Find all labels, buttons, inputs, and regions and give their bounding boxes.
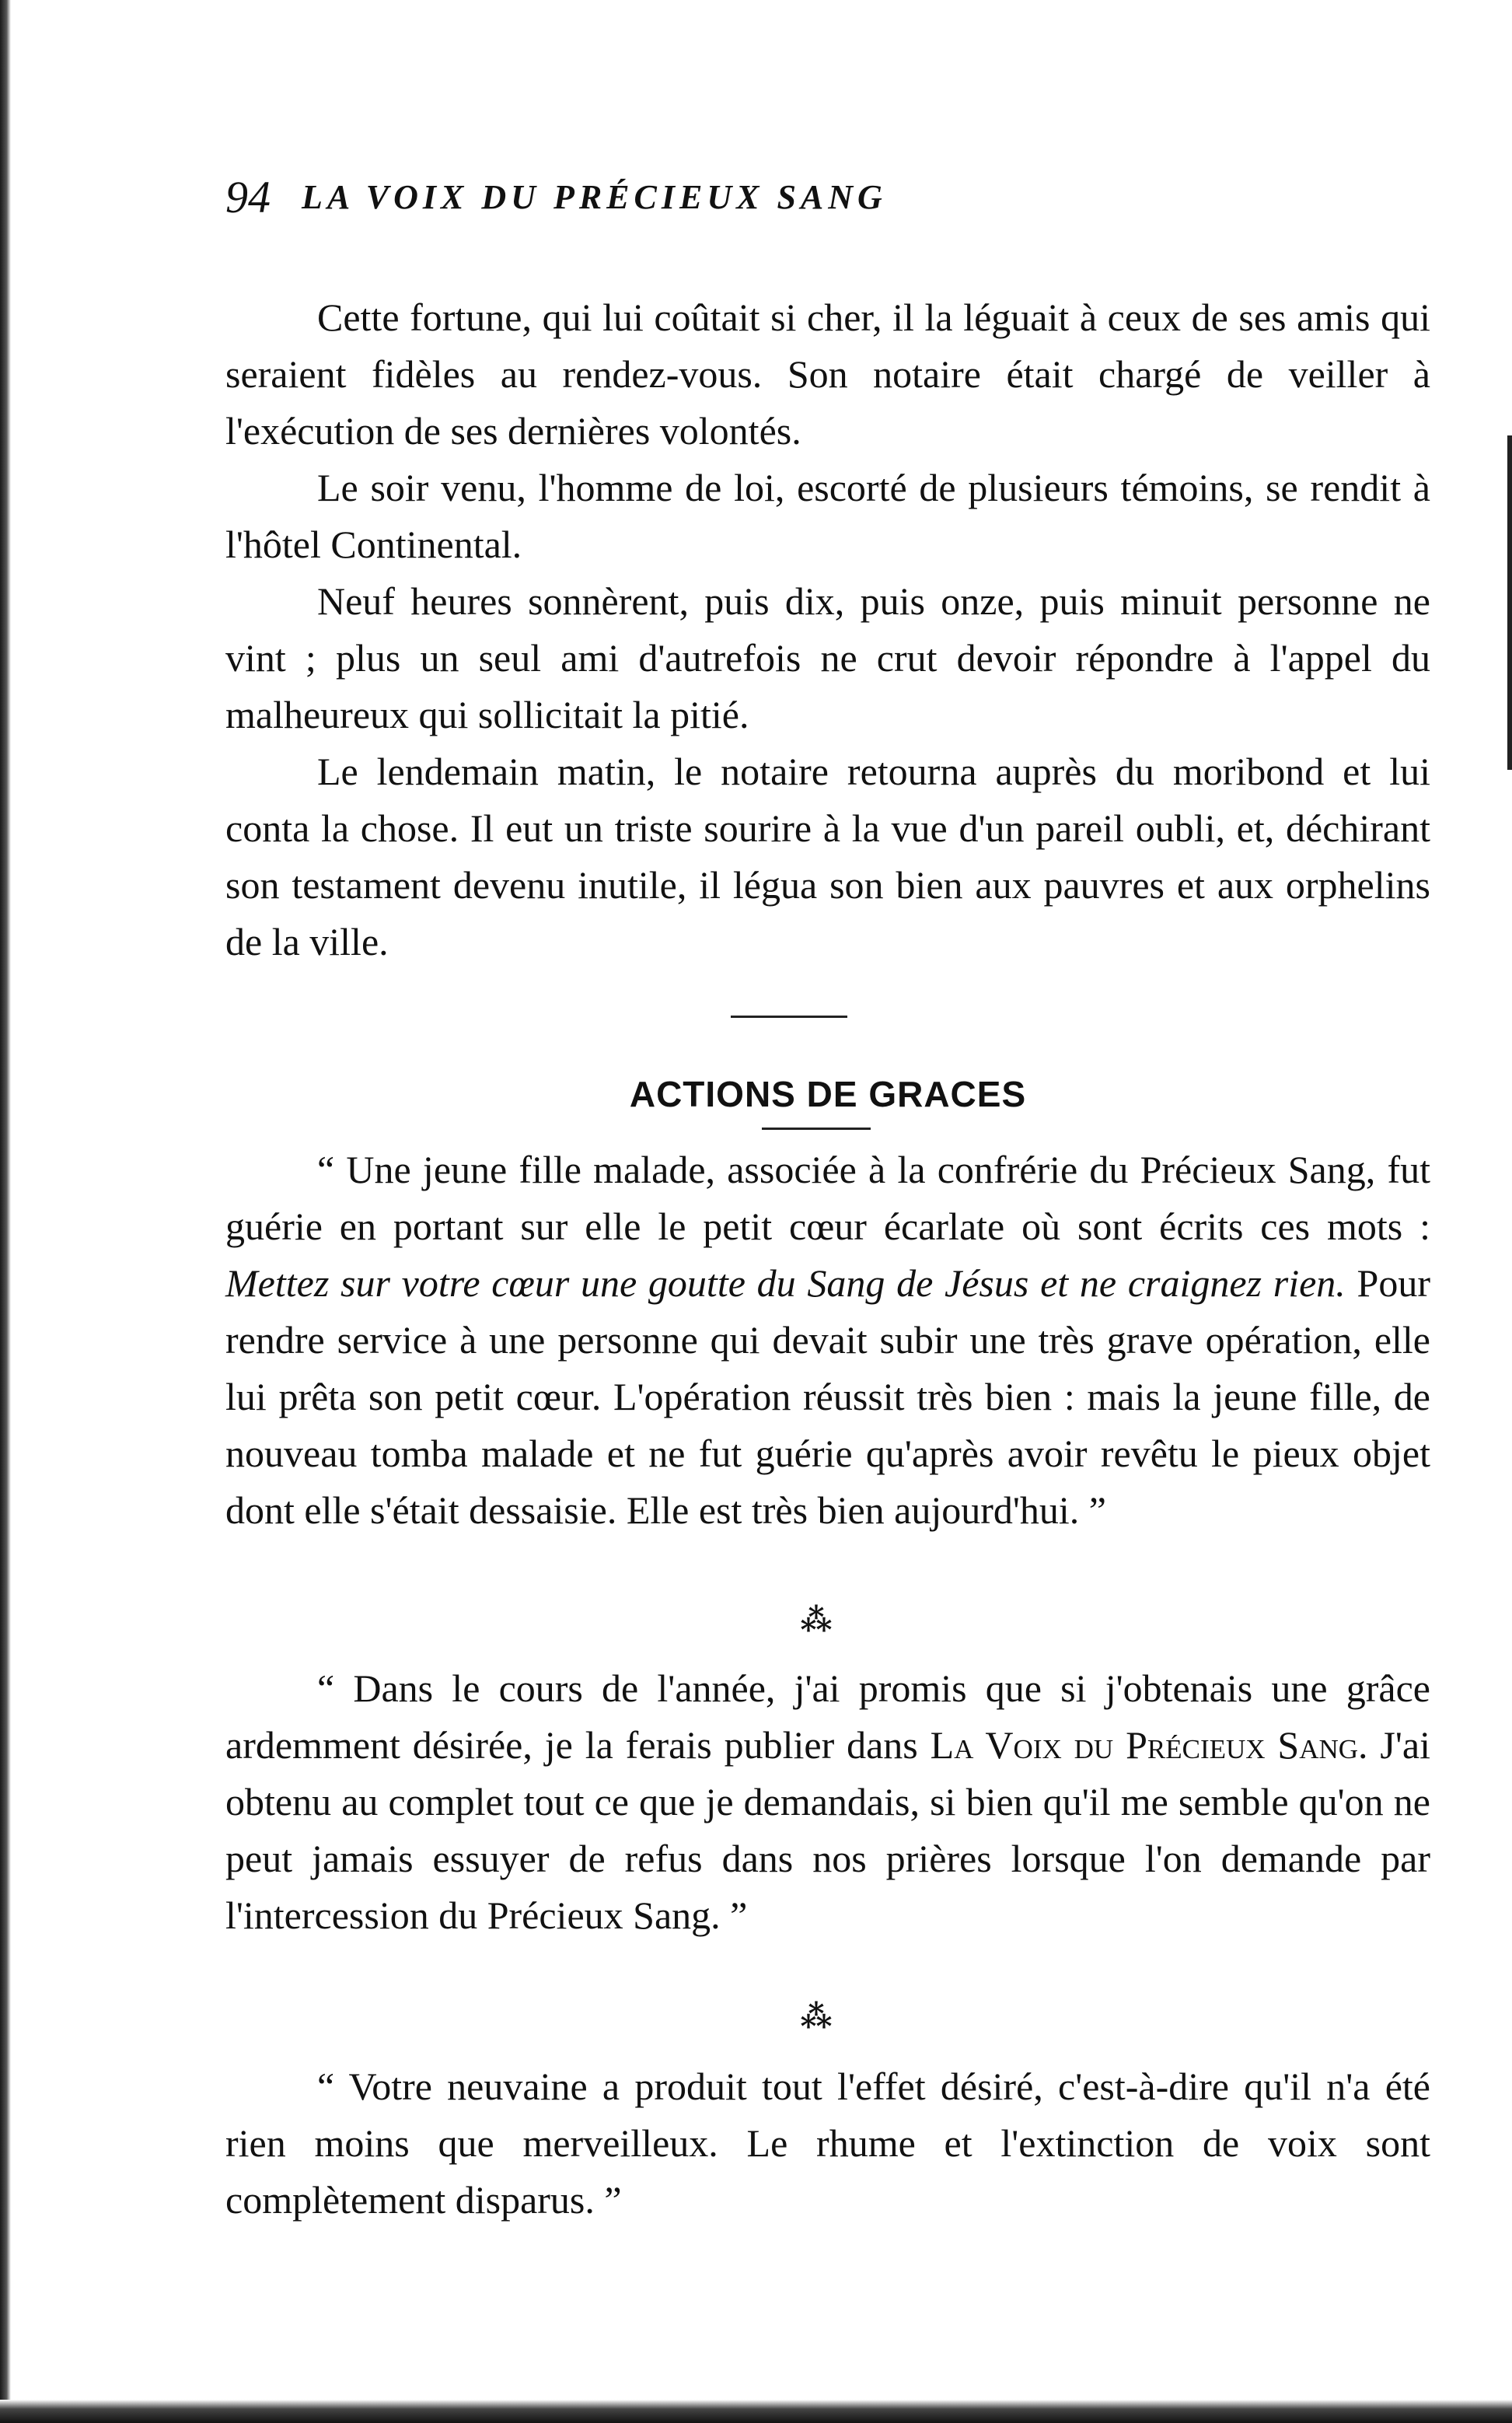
paragraph: Neuf heures sonnèrent, puis dix, puis onze, puis minuit personne ne vint ; plus un seul ami d'autrefois ne crut devoir répondre à l'appel du malheureux qui sollicitait la pitié. xyxy=(225,579,1430,736)
paragraph: Cette fortune, qui lui coûtait si cher, il la léguait à ceux de ses amis qui seraient fidèles au rendez-vous. Son notaire était chargé de veiller à l'exécution de ses dernières volontés. xyxy=(225,295,1430,453)
title-underline xyxy=(762,1128,871,1130)
page-header xyxy=(225,170,1392,224)
publication-name: La Voix du Précieux Sang. xyxy=(930,1723,1368,1767)
paragraph xyxy=(225,1142,1430,1539)
testimony-2 xyxy=(225,1660,1430,1944)
testimony-3 xyxy=(225,2058,1430,2229)
paragraph: Le soir venu, l'homme de loi, escorté de plusieurs témoins, se rendit à l'hôtel Continental. xyxy=(225,466,1430,566)
running-title: LA VOIX DU PRÉCIEUX SANG xyxy=(302,177,887,216)
story-text xyxy=(225,289,1430,970)
asterism: ⁂ xyxy=(800,1999,833,2034)
text-run: “ Une jeune fille malade, associée à la confrérie du Précieux Sang, fut guérie en portant sur elle le petit cœur écarlate où sont écrits ces mots : xyxy=(225,1148,1430,1248)
paragraph xyxy=(225,1660,1430,1944)
page-edge-right xyxy=(1507,435,1512,770)
paragraph: Le lendemain matin, le notaire retourna auprès du moribond et lui conta la chose. Il eut un triste sourire à la vue d'un pareil oubli, et, déchirant son testament devenu inutile, il légua son bien aux pauvres et aux orphelins de la ville. xyxy=(225,750,1430,963)
text-run: “ Dans le cours de l'année, j'ai promis que si j'obtenais une grâce ardemment désirée, je la ferais publier dans xyxy=(225,1666,1430,1767)
section-title: ACTIONS DE GRACES xyxy=(629,1074,1027,1114)
separator-rule xyxy=(731,1016,847,1018)
paragraph: “ Votre neuvaine a produit tout l'effet désiré, c'est-à-dire qu'il n'a été rien moins que merveilleux. Le rhume et l'extinction de voix sont complètement disparus. ” xyxy=(225,2065,1430,2222)
page-edge-left xyxy=(0,0,11,2423)
text-run: Pour rendre service à une personne qui devait subir une très grave opération, elle lui prêta son petit cœur. L'opération réussit très bien : mais la jeune fille, de nouveau tomba malade et ne fut guérie qu'après avoir revêtu le pieux objet dont elle s'était dessaisie. Elle est très bien aujourd'hui. ” xyxy=(225,1261,1430,1532)
italic-quote: Mettez sur votre cœur une goutte du Sang de Jésus et ne craignez rien. xyxy=(225,1261,1346,1305)
page-number: 94 xyxy=(225,171,271,222)
page-edge-bottom xyxy=(0,2400,1512,2423)
testimony-1 xyxy=(225,1142,1430,1539)
text-run: J'ai obtenu au complet tout ce que je demandais, si bien qu'il me semble qu'on ne peut jamais essuyer de refus dans nos prières lorsque l'on demande par l'intercession du Précieux Sang. ” xyxy=(225,1723,1430,1937)
asterism: ⁂ xyxy=(800,1603,833,1638)
